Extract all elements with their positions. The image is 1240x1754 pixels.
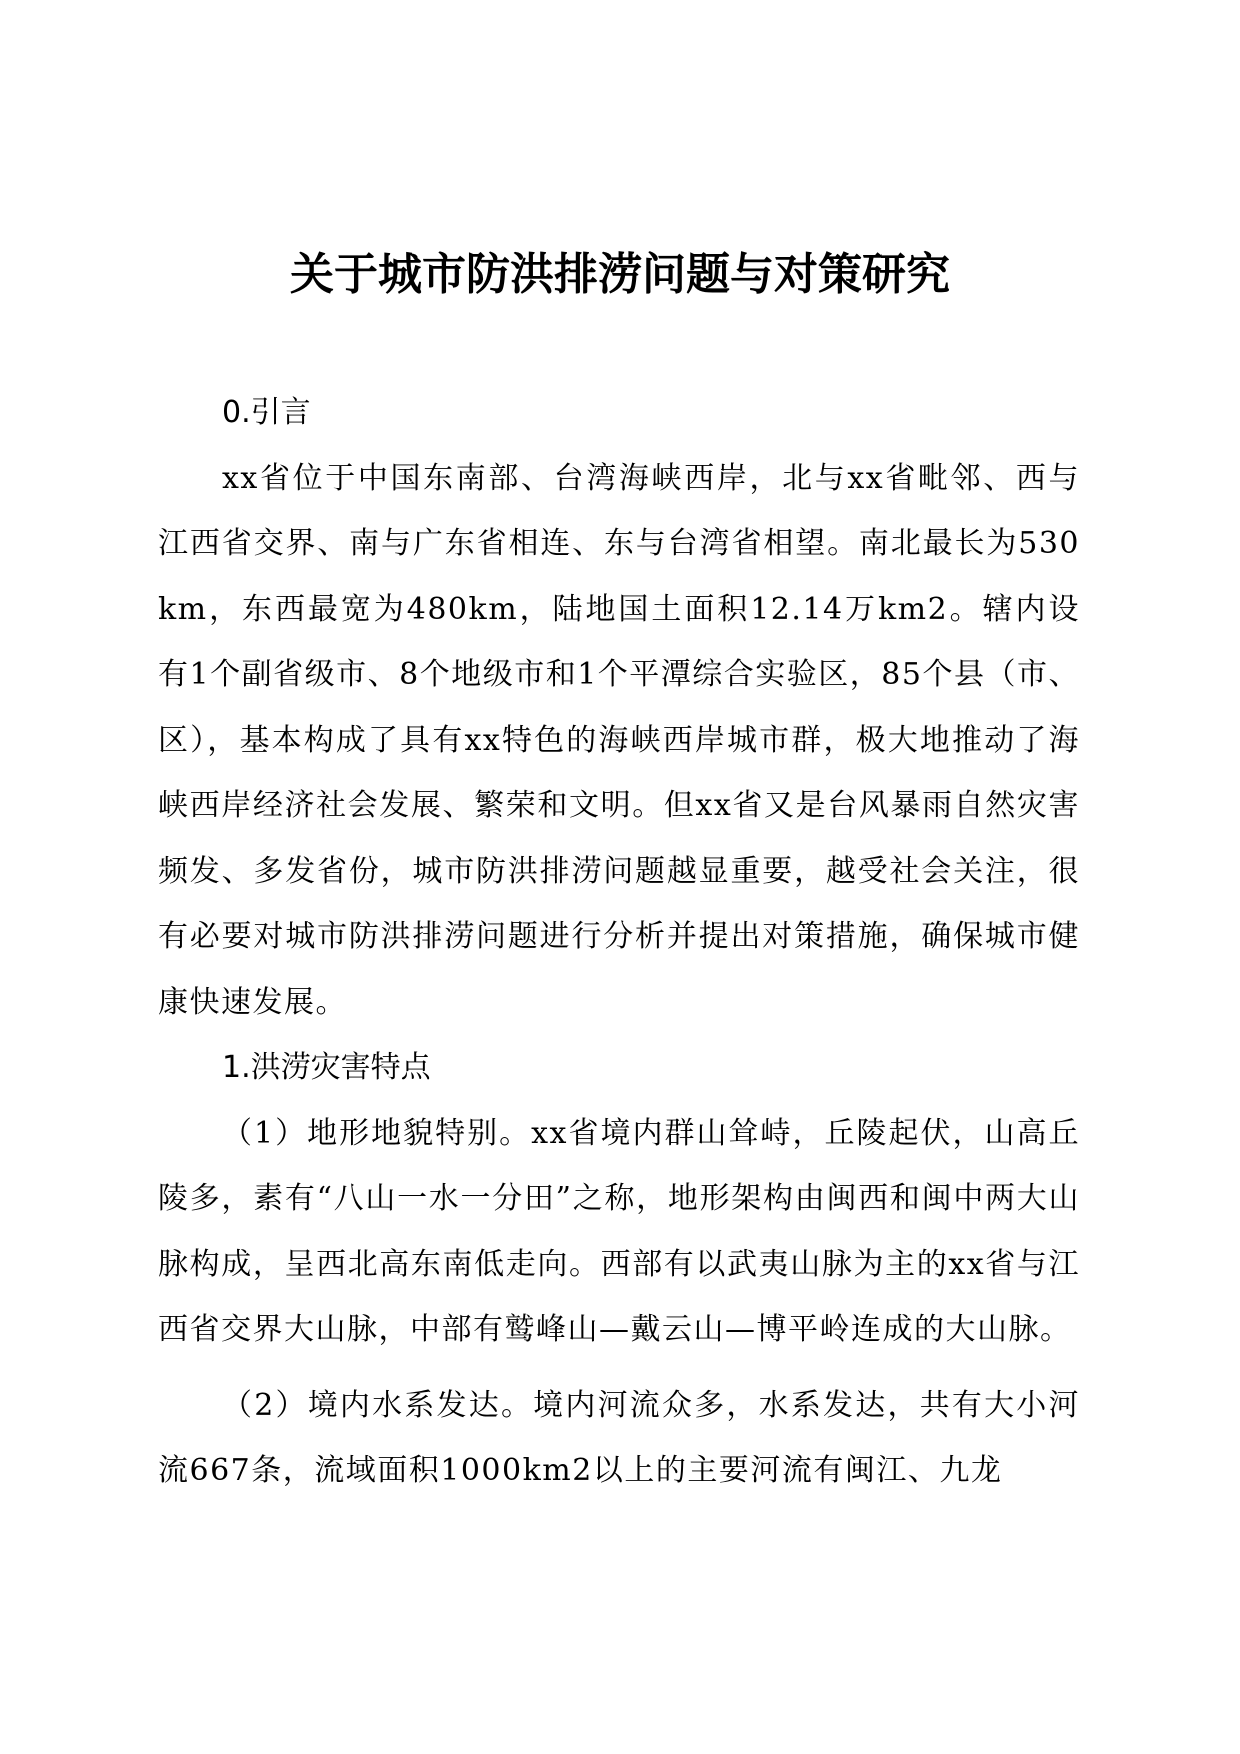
paragraph-water-system: （2）境内水系发达。境内河流众多，水系发达，共有大小河流667条，流域面积1000km2以上的主要河流有闽江、九龙 [158, 1387, 1080, 1488]
document-title: 关于城市防洪排涝问题与对策研究 [290, 249, 950, 300]
section-heading-flood-characteristics: 1.洪涝灾害特点 [222, 1050, 431, 1085]
section-heading-introduction: 0.引言 [222, 395, 311, 430]
paragraph-terrain: （1）地形地貌特别。xx省境内群山耸峙，丘陵起伏，山高丘陵多，素有“八山一水一分田”之称，地形架构由闽西和闽中两大山脉构成，呈西北高东南低走向。西部有以武夷山脉为主的xx省与江西省交界大山脉，中部有鹫峰山—戴云山—博平岭连成的大山脉。 [158, 1115, 1080, 1347]
paragraph-spacer [158, 1363, 1080, 1373]
paragraph-introduction: xx省位于中国东南部、台湾海峡西岸，北与xx省毗邻、西与江西省交界、南与广东省相连、东与台湾省相望。南北最长为530km，东西最宽为480km，陆地国土面积12.14万km2。辖内设有1个副省级市、8个地级市和1个平潭综合实验区，85个县（市、区），基本构成了具有xx特色的海峡西岸城市群，极大地推动了海峡西岸经济社会发展、繁荣和文明。但xx省又是台风暴雨自然灾害频发、多发省份，城市防洪排涝问题越显重要，越受社会关注，很有必要对城市防洪排涝问题进行分析并提出对策措施，确保城市健康快速发展。 [158, 460, 1080, 1020]
document-body [158, 380, 1080, 1504]
